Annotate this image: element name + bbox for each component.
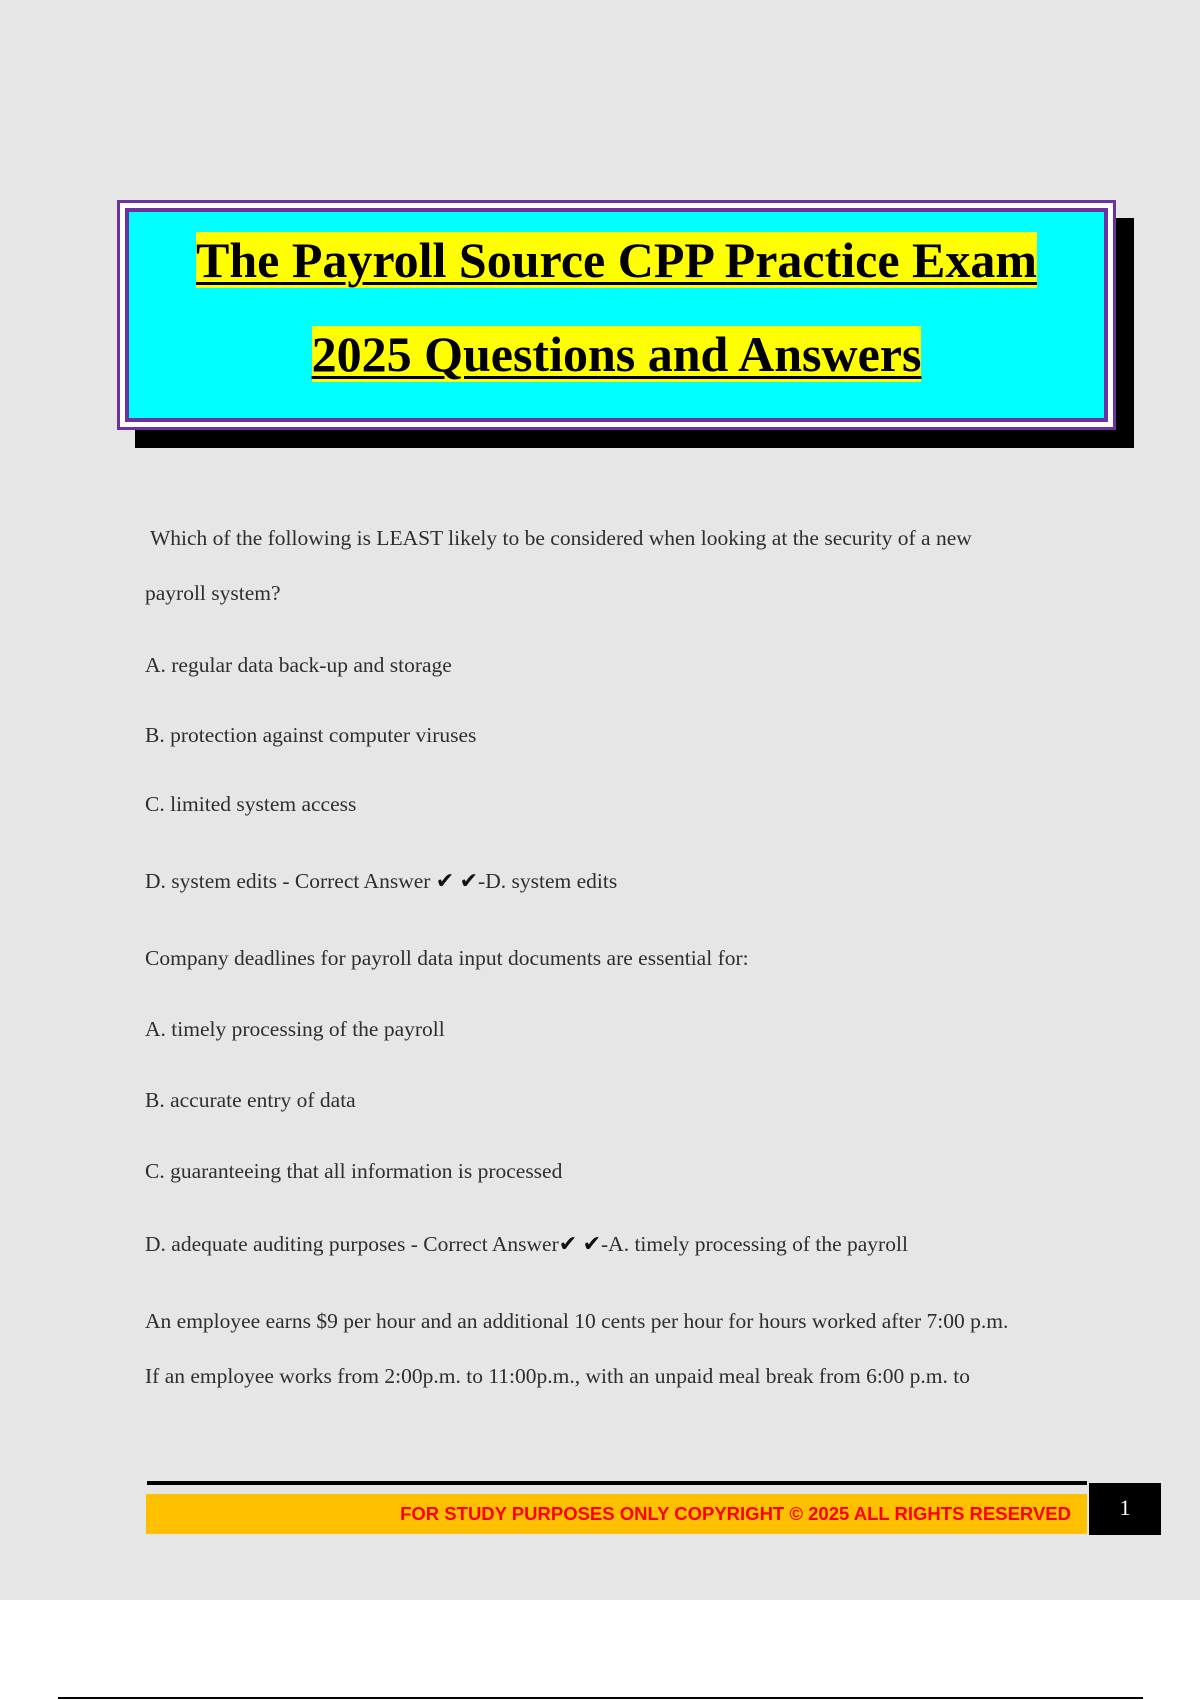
page-number: 1	[1119, 1495, 1131, 1520]
title-line-1-text: The Payroll Source CPP Practice Exam	[195, 232, 1038, 288]
question-1-option-c: C. limited system access	[145, 792, 357, 816]
question-1-text-line-2: payroll system?	[145, 581, 281, 605]
question-2-option-d-label: D. adequate auditing purposes - Correct Answer	[145, 1232, 559, 1256]
next-page-top-rule	[58, 1697, 1143, 1699]
check-mark-icon: ✔	[558, 1232, 578, 1257]
question-1-option-a: A. regular data back-up and storage	[145, 653, 452, 677]
question-3-text-line-1: An employee earns $9 per hour and an additional 10 cents per hour for hours worked after 7:00 p.m.	[145, 1309, 1009, 1333]
question-2-option-d	[145, 1232, 908, 1257]
check-mark-icon: ✔	[459, 869, 479, 894]
question-2-text-line-1: Company deadlines for payroll data input documents are essential for:	[145, 946, 749, 970]
question-1-option-b: B. protection against computer viruses	[145, 723, 477, 747]
page-number-box	[1089, 1483, 1161, 1535]
footer-copyright-text: FOR STUDY PURPOSES ONLY COPYRIGHT © 2025 ALL RIGHTS RESERVED	[400, 1503, 1071, 1524]
footer-bar	[146, 1494, 1087, 1534]
title-line-1	[129, 230, 1104, 290]
title-line-2-text: 2025 Questions and Answers	[311, 326, 922, 382]
title-line-2	[129, 324, 1104, 384]
check-mark-icon: ✔	[435, 869, 455, 894]
title-box-inner	[125, 208, 1108, 422]
title-box	[117, 200, 1116, 430]
question-2-option-b: B. accurate entry of data	[145, 1088, 356, 1112]
question-1-answer: -D. system edits	[478, 869, 618, 893]
question-1-option-d	[145, 869, 617, 894]
footer-rule	[147, 1481, 1087, 1485]
question-2-option-c: C. guaranteeing that all information is processed	[145, 1159, 563, 1183]
check-mark-icon: ✔	[582, 1232, 602, 1257]
question-1-option-d-label: D. system edits - Correct Answer	[145, 869, 431, 893]
question-2-option-a: A. timely processing of the payroll	[145, 1017, 445, 1041]
question-1-text-line-1: Which of the following is LEAST likely to be considered when looking at the security of a new	[150, 526, 972, 550]
question-2-answer: -A. timely processing of the payroll	[601, 1232, 908, 1256]
question-3-text-line-2: If an employee works from 2:00p.m. to 11:00p.m., with an unpaid meal break from 6:00 p.m. to	[145, 1364, 970, 1388]
